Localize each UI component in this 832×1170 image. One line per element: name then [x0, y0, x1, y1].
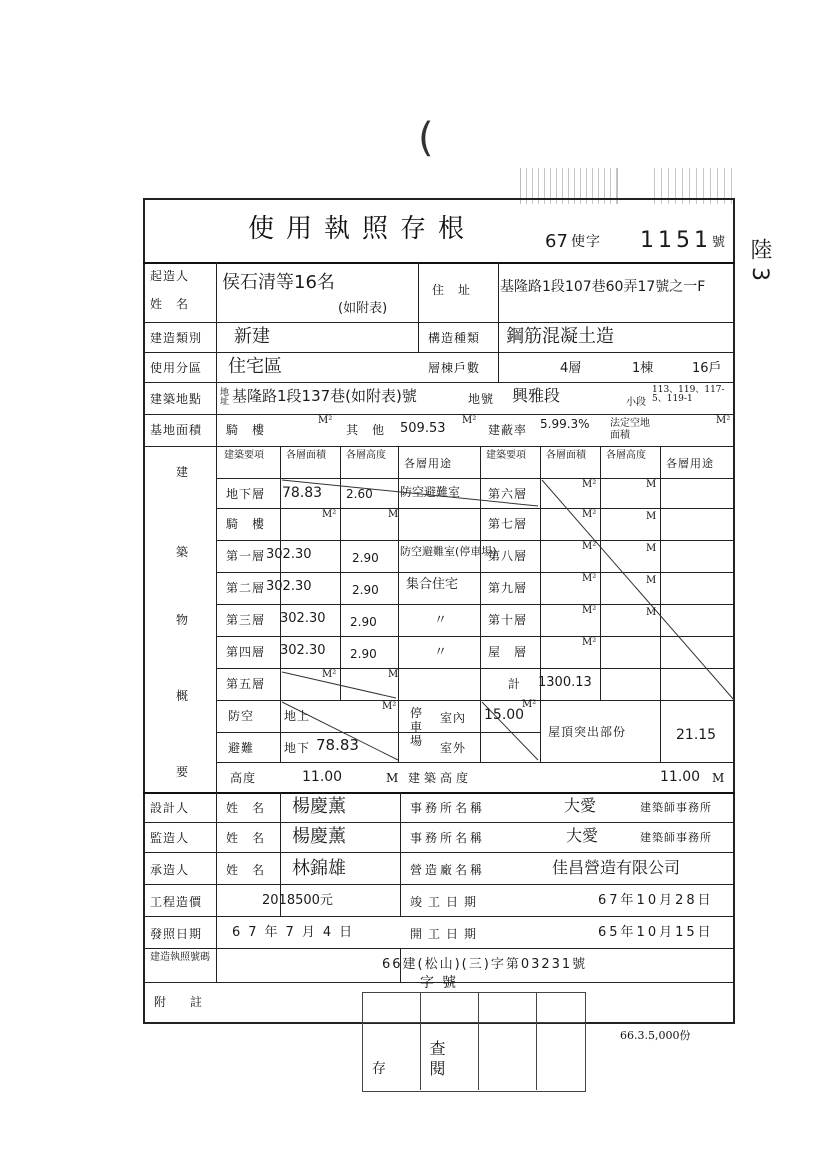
total-label: 計 [508, 677, 522, 691]
site-label: 建築地點 [150, 392, 203, 406]
floor-name-right: 第六層 [488, 487, 528, 501]
floor-area-unit: M² [582, 509, 597, 520]
floor-area: 302.30 [266, 579, 312, 594]
floor-use: 防空避難室(停車場) [400, 545, 497, 558]
remarks-label: 附 註 [154, 995, 209, 1009]
height-unit: M [386, 771, 400, 785]
parking-label: 停車場 [410, 706, 423, 748]
floor-name: 地下層 [226, 487, 266, 501]
floor-name: 第二層 [226, 581, 266, 595]
parking-unit: M² [522, 699, 537, 710]
site-district: 興雅段 [512, 386, 561, 405]
supervisor-name: 楊慶薰 [292, 826, 346, 847]
floor-name: 第一層 [226, 549, 266, 563]
floor-height: 2.90 [352, 583, 379, 597]
floors-label: 層棟戶數 [428, 361, 481, 375]
site-lot-label: 地號 [468, 392, 495, 406]
floor-name: 騎 樓 [226, 517, 266, 531]
floor-area-unit: M² [322, 669, 337, 680]
stamp-line [536, 992, 537, 1090]
permit-year: 67 [545, 231, 568, 252]
side-label-3: 物 [176, 613, 190, 627]
permit-number: 1151 [640, 228, 712, 253]
floor-area-unit: M² [582, 573, 597, 584]
license-label: 建造執照號碼 [150, 952, 210, 963]
floors-buildings: 1棟 [632, 361, 654, 376]
shelter-below-value: 78.83 [316, 736, 359, 754]
floors-layers: 4層 [560, 361, 582, 376]
designer-firm-label: 事務所名稱 [410, 801, 486, 815]
floor-name-right: 第七層 [488, 517, 528, 531]
floor-height: 2.90 [350, 647, 377, 661]
shelter-label: 防空 [228, 709, 255, 723]
stamp-left-text: 存 [372, 1061, 387, 1077]
completion-value: 67年10月28日 [598, 893, 714, 908]
floor-use: 集合住宅 [406, 577, 459, 592]
build-height-label: 建築高度 [408, 771, 473, 785]
applicant-label-top: 起造人 [150, 269, 190, 283]
floor-area-unit: M² [582, 637, 597, 648]
stamp-line [420, 992, 421, 1090]
floor-area-unit: M² [582, 479, 597, 490]
floor-height-unit: M [646, 575, 657, 586]
header-area-right: 各層面積 [546, 450, 586, 461]
use-zone-label: 使用分區 [150, 361, 203, 375]
floor-name: 第四層 [226, 645, 266, 659]
designer-role: 設計人 [150, 801, 190, 815]
parking-indoor-value: 15.00 [484, 707, 525, 723]
floor-area-unit: M² [582, 541, 597, 552]
shelter-label-2: 避難 [228, 741, 255, 755]
review-stamp-box [362, 992, 586, 1092]
floors-units: 16戶 [692, 361, 722, 376]
parking-outdoor-label: 室外 [440, 741, 467, 755]
floor-height: 2.90 [350, 615, 377, 629]
build-type-label: 建造類別 [150, 331, 203, 345]
floor-area: 302.30 [280, 643, 326, 658]
supervisor-role: 監造人 [150, 831, 190, 845]
floor-use: 防空避難室 [400, 485, 461, 499]
rooftop-value: 21.15 [676, 727, 717, 743]
floor-area-unit: M² [582, 605, 597, 616]
header-item-left: 建築要項 [224, 450, 264, 461]
legal-space-unit: M² [716, 415, 731, 426]
stamp-line [478, 992, 479, 1090]
contractor-firm: 佳昌營造有限公司 [552, 858, 681, 877]
coverage-value: 5.99.3% [540, 417, 590, 431]
designer-firm: 大愛 [564, 796, 597, 815]
address-label: 住 址 [432, 283, 472, 297]
header-height-right: 各層高度 [606, 450, 646, 461]
shelter-above: 地上 [284, 709, 311, 723]
structure-value: 鋼筋混凝土造 [506, 326, 614, 347]
issue-value: 67年7月4日 [232, 925, 361, 940]
form-title: 使用執照存根 [248, 214, 477, 244]
site-prefix: 地址 [218, 387, 228, 405]
header-use-left: 各層用途 [404, 457, 452, 470]
rooftop-label: 屋頂突出部份 [548, 725, 627, 739]
contractor-name: 林錦雄 [292, 858, 346, 879]
shelter-unit: M² [382, 701, 397, 712]
header-height-left: 各層高度 [346, 450, 386, 461]
header-area-left: 各層面積 [286, 450, 326, 461]
floor-use: 〃 [434, 613, 448, 628]
supervisor-name-label: 姓 名 [226, 831, 266, 845]
floor-height-unit: M [388, 669, 399, 680]
floor-area: 302.30 [280, 611, 326, 626]
applicant-value: 侯石清等16名 [222, 272, 335, 293]
designer-name: 楊慶薰 [292, 796, 346, 817]
total-area: 1300.13 [538, 675, 592, 690]
other-area-value: 509.53 [400, 421, 446, 436]
floor-name-right: 第九層 [488, 581, 528, 595]
floor-area: 78.83 [282, 485, 323, 501]
floor-height-unit: M [646, 543, 657, 554]
floor-name-right: 第八層 [488, 549, 528, 563]
floor-height-unit: M [646, 607, 657, 618]
build-type-value: 新建 [234, 326, 270, 347]
build-height-unit: M [712, 771, 726, 785]
designer-name-label: 姓 名 [226, 801, 266, 815]
floor-area-unit: M² [322, 509, 337, 520]
floor-name-right: 屋 層 [488, 645, 528, 659]
supervisor-firm-label: 事務所名稱 [410, 831, 486, 845]
height-value: 11.00 [302, 769, 343, 785]
applicant-value-2: (如附表) [338, 301, 388, 316]
side-label-5: 要 [176, 765, 190, 779]
use-zone-value: 住宅區 [228, 356, 282, 377]
parking-indoor-label: 室內 [440, 711, 467, 725]
height-label: 高度 [230, 771, 257, 785]
contractor-name-label: 姓 名 [226, 863, 266, 877]
open-label: 開工日期 [410, 927, 483, 941]
floor-height: 2.90 [352, 551, 379, 565]
cost-value: 2018500元 [262, 893, 333, 908]
contractor-role: 承造人 [150, 863, 190, 877]
floor-height-unit: M [388, 509, 399, 520]
floor-area: 302.30 [266, 547, 312, 562]
arcade-unit: M² [318, 415, 333, 426]
floor-name-right: 第十層 [488, 613, 528, 627]
stamp-line [362, 1022, 584, 1023]
floor-height-unit: M [646, 511, 657, 522]
stamp-bottom-text: 查閱 [427, 1040, 446, 1080]
legal-space-label: 法定空地面積 [610, 418, 650, 441]
header-item-right: 建築要項 [486, 450, 526, 461]
other-area-label: 其 他 [346, 423, 386, 437]
cost-label: 工程造價 [150, 895, 203, 909]
structure-label: 構造種類 [428, 331, 481, 345]
coverage-label: 建蔽率 [488, 423, 528, 437]
floor-name: 第三層 [226, 613, 266, 627]
footer-print-info: 66.3.5,000份 [620, 1029, 691, 1042]
issue-label: 發照日期 [150, 927, 203, 941]
header-use-right: 各層用途 [666, 457, 714, 470]
open-value: 65年10月15日 [598, 925, 714, 940]
address-value: 基隆路1段107巷60弄17號之一F [500, 279, 706, 295]
side-label-2: 築 [176, 545, 190, 559]
completion-label: 竣工日期 [410, 895, 483, 909]
area-label: 基地面積 [150, 423, 203, 437]
side-label-1: 建 [176, 465, 190, 479]
floor-height-unit: M [646, 479, 657, 490]
site-value: 基隆路1段137巷(如附表)號 [232, 387, 417, 405]
permit-word: 使字 [571, 234, 601, 250]
floor-use: 〃 [434, 645, 448, 660]
license-value: 66建(松山)(三)字第03231號 [382, 957, 588, 972]
contractor-firm-label: 營造廠名稱 [410, 863, 486, 877]
designer-firm-suffix: 建築師事務所 [640, 801, 712, 814]
supervisor-firm: 大愛 [566, 826, 599, 845]
arcade-label: 騎 樓 [226, 423, 266, 437]
supervisor-firm-suffix: 建築師事務所 [640, 831, 712, 844]
floor-height: 2.60 [346, 487, 373, 501]
top-stamp-mark: ( [418, 115, 434, 161]
other-area-unit: M² [462, 415, 477, 426]
side-note-right: 陸 3 [747, 238, 772, 281]
build-height-value: 11.00 [660, 769, 701, 785]
side-label-4: 概 [176, 689, 190, 703]
applicant-label-bottom: 姓 名 [150, 297, 190, 311]
shelter-below: 地下 [284, 741, 311, 755]
site-lots: 113、119、117-5、119-1 [652, 385, 725, 404]
permit-suffix: 號 [712, 235, 727, 250]
floor-name: 第五層 [226, 677, 266, 691]
stamp-top-text: 字號 [420, 975, 464, 991]
site-small-section: 小段 [626, 397, 646, 408]
